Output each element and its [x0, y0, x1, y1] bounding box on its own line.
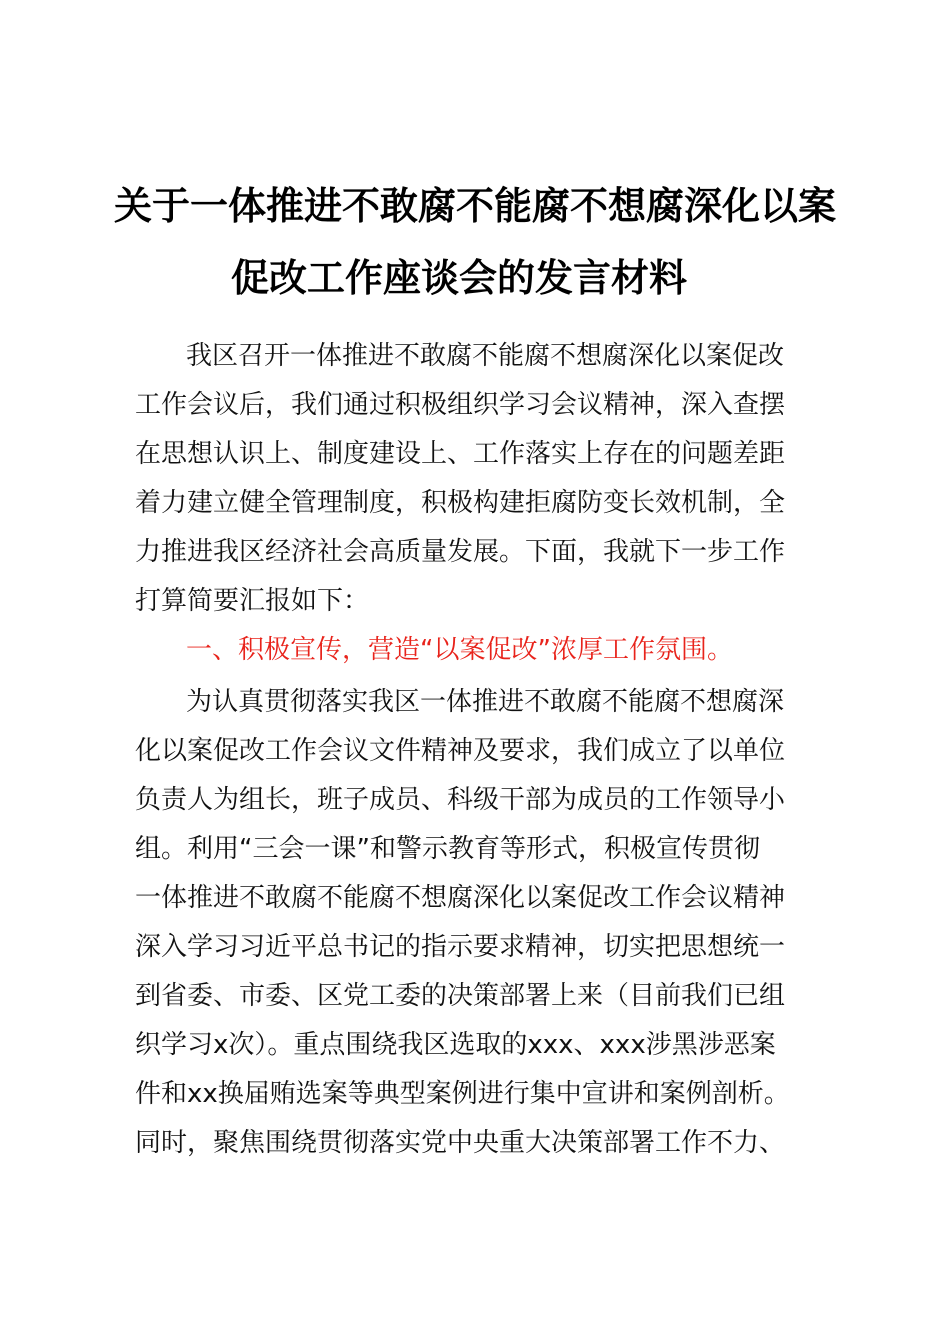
document-title-line-1: 关于一体推进不敢腐不能腐不想腐深化以案 — [113, 184, 836, 228]
paragraph-2-line-7: 到省委、市委、区党工委的决策部署上来（目前我们已组 — [135, 981, 786, 1011]
paragraph-2-line-4: 组。利用“三会一课”和警示教育等形式，积极宣传贯彻 — [135, 834, 760, 864]
paragraph-1-line-2: 工作会议后，我们通过积极组织学习会议精神，深入查摆 — [135, 390, 786, 420]
paragraph-2-line-10: 同时，聚焦围绕贯彻落实党中央重大决策部署工作不力、 — [135, 1128, 786, 1158]
paragraph-1-line-1: 我区召开一体推进不敢腐不能腐不想腐深化以案促改 — [186, 341, 785, 371]
paragraph-2-line-2: 化以案促改工作会议文件精神及要求，我们成立了以单位 — [135, 736, 786, 766]
paragraph-2-line-8: 织学习x次）。重点围绕我区选取的xxx、xxx涉黑涉恶案 — [135, 1030, 776, 1060]
paragraph-2-line-6: 深入学习习近平总书记的指示要求精神，切实把思想统一 — [135, 932, 786, 962]
paragraph-2-line-5: 一体推进不敢腐不能腐不想腐深化以案促改工作会议精神 — [135, 883, 786, 913]
paragraph-1-line-3: 在思想认识上、制度建设上、工作落实上存在的问题差距 — [135, 439, 786, 469]
paragraph-2-line-3: 负责人为组长，班子成员、科级干部为成员的工作领导小 — [135, 785, 786, 815]
paragraph-1-line-4: 着力建立健全管理制度，积极构建拒腐防变长效机制，全 — [135, 488, 786, 518]
section-1-heading: 一、积极宣传，营造“以案促改”浓厚工作氛围。 — [186, 635, 733, 665]
document-title-line-2: 促改工作座谈会的发言材料 — [230, 256, 687, 300]
paragraph-1-line-5: 力推进我区经济社会高质量发展。下面，我就下一步工作 — [135, 537, 786, 567]
paragraph-2-line-1: 为认真贯彻落实我区一体推进不敢腐不能腐不想腐深 — [186, 687, 785, 717]
paragraph-1-line-6: 打算简要汇报如下： — [135, 586, 370, 616]
paragraph-2-line-9: 件和xx换届贿选案等典型案例进行集中宣讲和案例剖析。 — [135, 1079, 790, 1109]
